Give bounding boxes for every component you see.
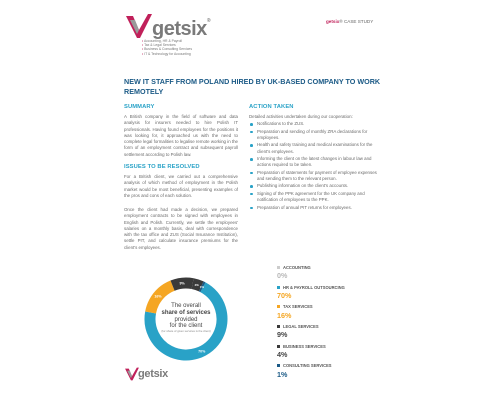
legend-category-label: LEGAL SERVICES: [283, 324, 319, 330]
services-legend: [277, 265, 397, 383]
legend-category: [277, 304, 397, 309]
legend-swatch: [277, 364, 280, 367]
legend-category: [277, 285, 397, 290]
legend-item: [277, 324, 397, 339]
summary-text: A British company in the field of software and data analysis for insurers needed to hire Polish IT professionals. Having found employees for the positions it was looking for, it approached us with the need to complete legal formalities to legalise remote working in the form of an employment contract and subsequent payroll settlement according to Polish law.: [124, 114, 238, 157]
issues-text-1: For a British client, we carried out a comprehensive analysis of which method of employment in the Polish market would be most beneficial, presenting examples of the pros and cons of each solution.: [124, 174, 238, 198]
donut-slice-label: 16%: [154, 294, 162, 299]
footer-logo: [124, 366, 184, 384]
legend-item: [277, 285, 397, 300]
donut-label-line-4: for the client: [169, 323, 203, 330]
list-item: Informing the client on the latest changes in labour law and actions required to be taken.: [249, 156, 379, 169]
legend-value: 70%: [277, 290, 292, 300]
donut-slice-label: 70%: [198, 349, 206, 354]
legend-item: [277, 344, 397, 359]
doc-type-label: getsix® CASE STUDY: [326, 19, 374, 24]
summary-heading: SUMMARY: [124, 104, 155, 110]
list-item: Publishing information on the client's accounts.: [249, 183, 379, 189]
actions-heading: ACTION TAKEN: [249, 104, 294, 110]
getsix-logo-mark-icon: [124, 12, 154, 40]
legend-category-label: HR & PAYROLL OUTSOURCING: [283, 284, 345, 290]
list-item: Notifications to the ZUS.: [249, 121, 379, 127]
legend-value: 9%: [277, 330, 288, 340]
donut-label-line-3: provided: [174, 316, 198, 323]
donut-slice-label: 4%: [194, 282, 199, 287]
legend-category-label: CONSULTING SERVICES: [283, 363, 332, 369]
issues-text-2: Once the client had made a decision, we prepared employment contracts to be signed with employees in English and Polish. Currently, we settle the employees' salaries on a monthly basis, deal with correspondence with the tax office and ZUS (Social Insurance Institution), settle PIT, and calculate insurance premiums for the client's employees.: [124, 207, 238, 250]
actions-list: [249, 121, 379, 211]
legend-category-label: BUSINESS SERVICES: [283, 343, 326, 349]
getsix-logo: [124, 12, 220, 60]
list-item: Preparation of annual PIT returns for employees.: [249, 205, 379, 211]
legend-value: 16%: [277, 310, 292, 320]
legend-category: [277, 363, 397, 368]
donut-label-line-1: The overall: [171, 303, 201, 309]
page-title: NEW IT STAFF FROM POLAND HIRED BY UK-BASED COMPANY TO WORK REMOTELY: [124, 77, 381, 96]
list-item: Health and safety training and medical examinations for the client's employees.: [249, 142, 379, 155]
legend-item: [277, 363, 397, 378]
legend-swatch: [277, 266, 280, 269]
legend-value: 1%: [277, 369, 288, 379]
footer-brand-wordmark: getsix: [138, 368, 168, 380]
donut-label-note: (for share of given services is the client): [161, 329, 211, 334]
legend-value: 4%: [277, 349, 288, 359]
list-item: Signing of the PPK agreement for the UK company and notification of employees to the PPK.: [249, 191, 379, 204]
legend-item: [277, 304, 397, 319]
legend-swatch: [277, 286, 280, 289]
donut-center-label: [158, 303, 214, 334]
donut-label-line-2: share of services: [161, 309, 211, 316]
legend-category-label: TAX SERVICES: [283, 304, 313, 310]
donut-slice-label: 1%: [199, 284, 205, 289]
actions-intro: Detailed activities undertaken during our cooperation:: [249, 114, 353, 119]
legend-swatch: [277, 325, 280, 328]
legend-swatch: [277, 345, 280, 348]
legend-category: [277, 265, 397, 270]
donut-slice-label: 9%: [179, 281, 185, 286]
legend-value: 0%: [277, 271, 288, 281]
actions-list-block: [249, 114, 379, 212]
legend-category: [277, 324, 397, 329]
legend-category: [277, 344, 397, 349]
legend-category-label: ACCOUNTING: [283, 265, 311, 270]
list-item: Preparation and sending of monthly ZRA declarations for employees.: [249, 129, 379, 142]
brand-taglines: • Accounting, HR & Payroll • Tax & Legal Services • Business & Consulting Services • IT & Technology for Accounting: [142, 39, 193, 56]
legend-swatch: [277, 305, 280, 308]
legend-item: [277, 265, 397, 280]
list-item: Preparation of statements for payment of employee expenses and sending them to the relevant person.: [249, 170, 379, 183]
issues-heading: ISSUES TO BE RESOLVED: [124, 164, 200, 170]
brand-wordmark: getsix®: [152, 18, 210, 40]
